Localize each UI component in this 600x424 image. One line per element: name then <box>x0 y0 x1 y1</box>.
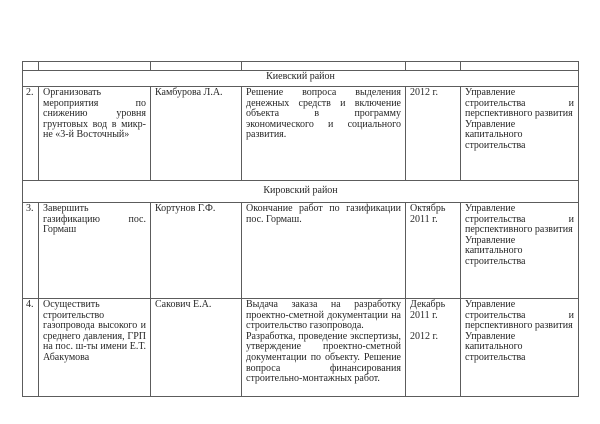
cell-row-number: 2. <box>23 87 39 181</box>
table-row <box>23 299 579 397</box>
cell-row-number: 3. <box>23 203 39 299</box>
section-row-kievsky <box>23 71 579 87</box>
cell-row-number: 4. <box>23 299 39 397</box>
cell-date <box>406 203 461 299</box>
department-entry: Управление строительства и перспективного развития <box>465 299 574 332</box>
department-entry: Управление капитального строительства <box>465 330 526 363</box>
department-entry: Управление строительства и перспективного развития <box>465 87 574 120</box>
cell-date <box>406 299 461 397</box>
section-row-kirovsky <box>23 181 579 203</box>
header-cell-decision <box>242 62 406 71</box>
decision-paragraph: Окончание работ по газификации пос. Гормаш. <box>246 203 401 225</box>
cell-department <box>461 203 579 299</box>
decision-paragraph: Решение вопроса выделения денежных средств и включение объекта в программу экономического и социального развития. <box>246 87 401 141</box>
header-cell-date <box>406 62 461 71</box>
cell-responsible: Камбурова Л.А. <box>151 87 242 181</box>
header-cell-num <box>23 62 39 71</box>
header-cell-task <box>39 62 151 71</box>
cell-date <box>406 87 461 181</box>
table-row <box>23 87 579 181</box>
cell-task: Организовать мероприятия по снижению уровня грунтовых вод в микр-не «3-й Восточный» <box>39 87 151 181</box>
cell-decision <box>242 299 406 397</box>
cell-department <box>461 299 579 397</box>
cell-decision <box>242 203 406 299</box>
date-entry: 2012 г. <box>410 87 438 98</box>
date-entry: Декабрь 2011 г. <box>410 299 446 321</box>
section-title-kirovsky: Кировский район <box>23 181 579 203</box>
header-cell-responsible <box>151 62 242 71</box>
cell-decision <box>242 87 406 181</box>
decision-paragraph: Выдача заказа на разработку проектно-сметной документации на строительство газопровода. <box>246 299 401 332</box>
department-entry: Управление капитального строительства <box>465 118 526 151</box>
table-header-row <box>23 62 579 71</box>
cell-task: Завершить газификацию пос. Гормаш <box>39 203 151 299</box>
department-entry: Управление капитального строительства <box>465 234 526 267</box>
decision-paragraph: Разработка, проведение экспертизы, утверждение проектно-сметной документации по объекту. Решение вопроса финансирования строительно-монтажных работ. <box>246 330 401 385</box>
cell-responsible: Сакович Е.А. <box>151 299 242 397</box>
section-title-kievsky: Киевский район <box>23 71 579 87</box>
department-entry: Управление строительства и перспективного развития <box>465 203 574 236</box>
header-cell-department <box>461 62 579 71</box>
cell-task: Осуществить строительство газопровода высокого и среднего давления, ГРП на пос. ш-ты имени Е.Т. Абакумова <box>39 299 151 397</box>
table-row <box>23 203 579 299</box>
district-plan-table <box>22 61 579 397</box>
date-entry: Октябрь 2011 г. <box>410 203 446 225</box>
date-entry: 2012 г. <box>410 331 438 343</box>
cell-responsible: Кортунов Г.Ф. <box>151 203 242 299</box>
cell-department <box>461 87 579 181</box>
